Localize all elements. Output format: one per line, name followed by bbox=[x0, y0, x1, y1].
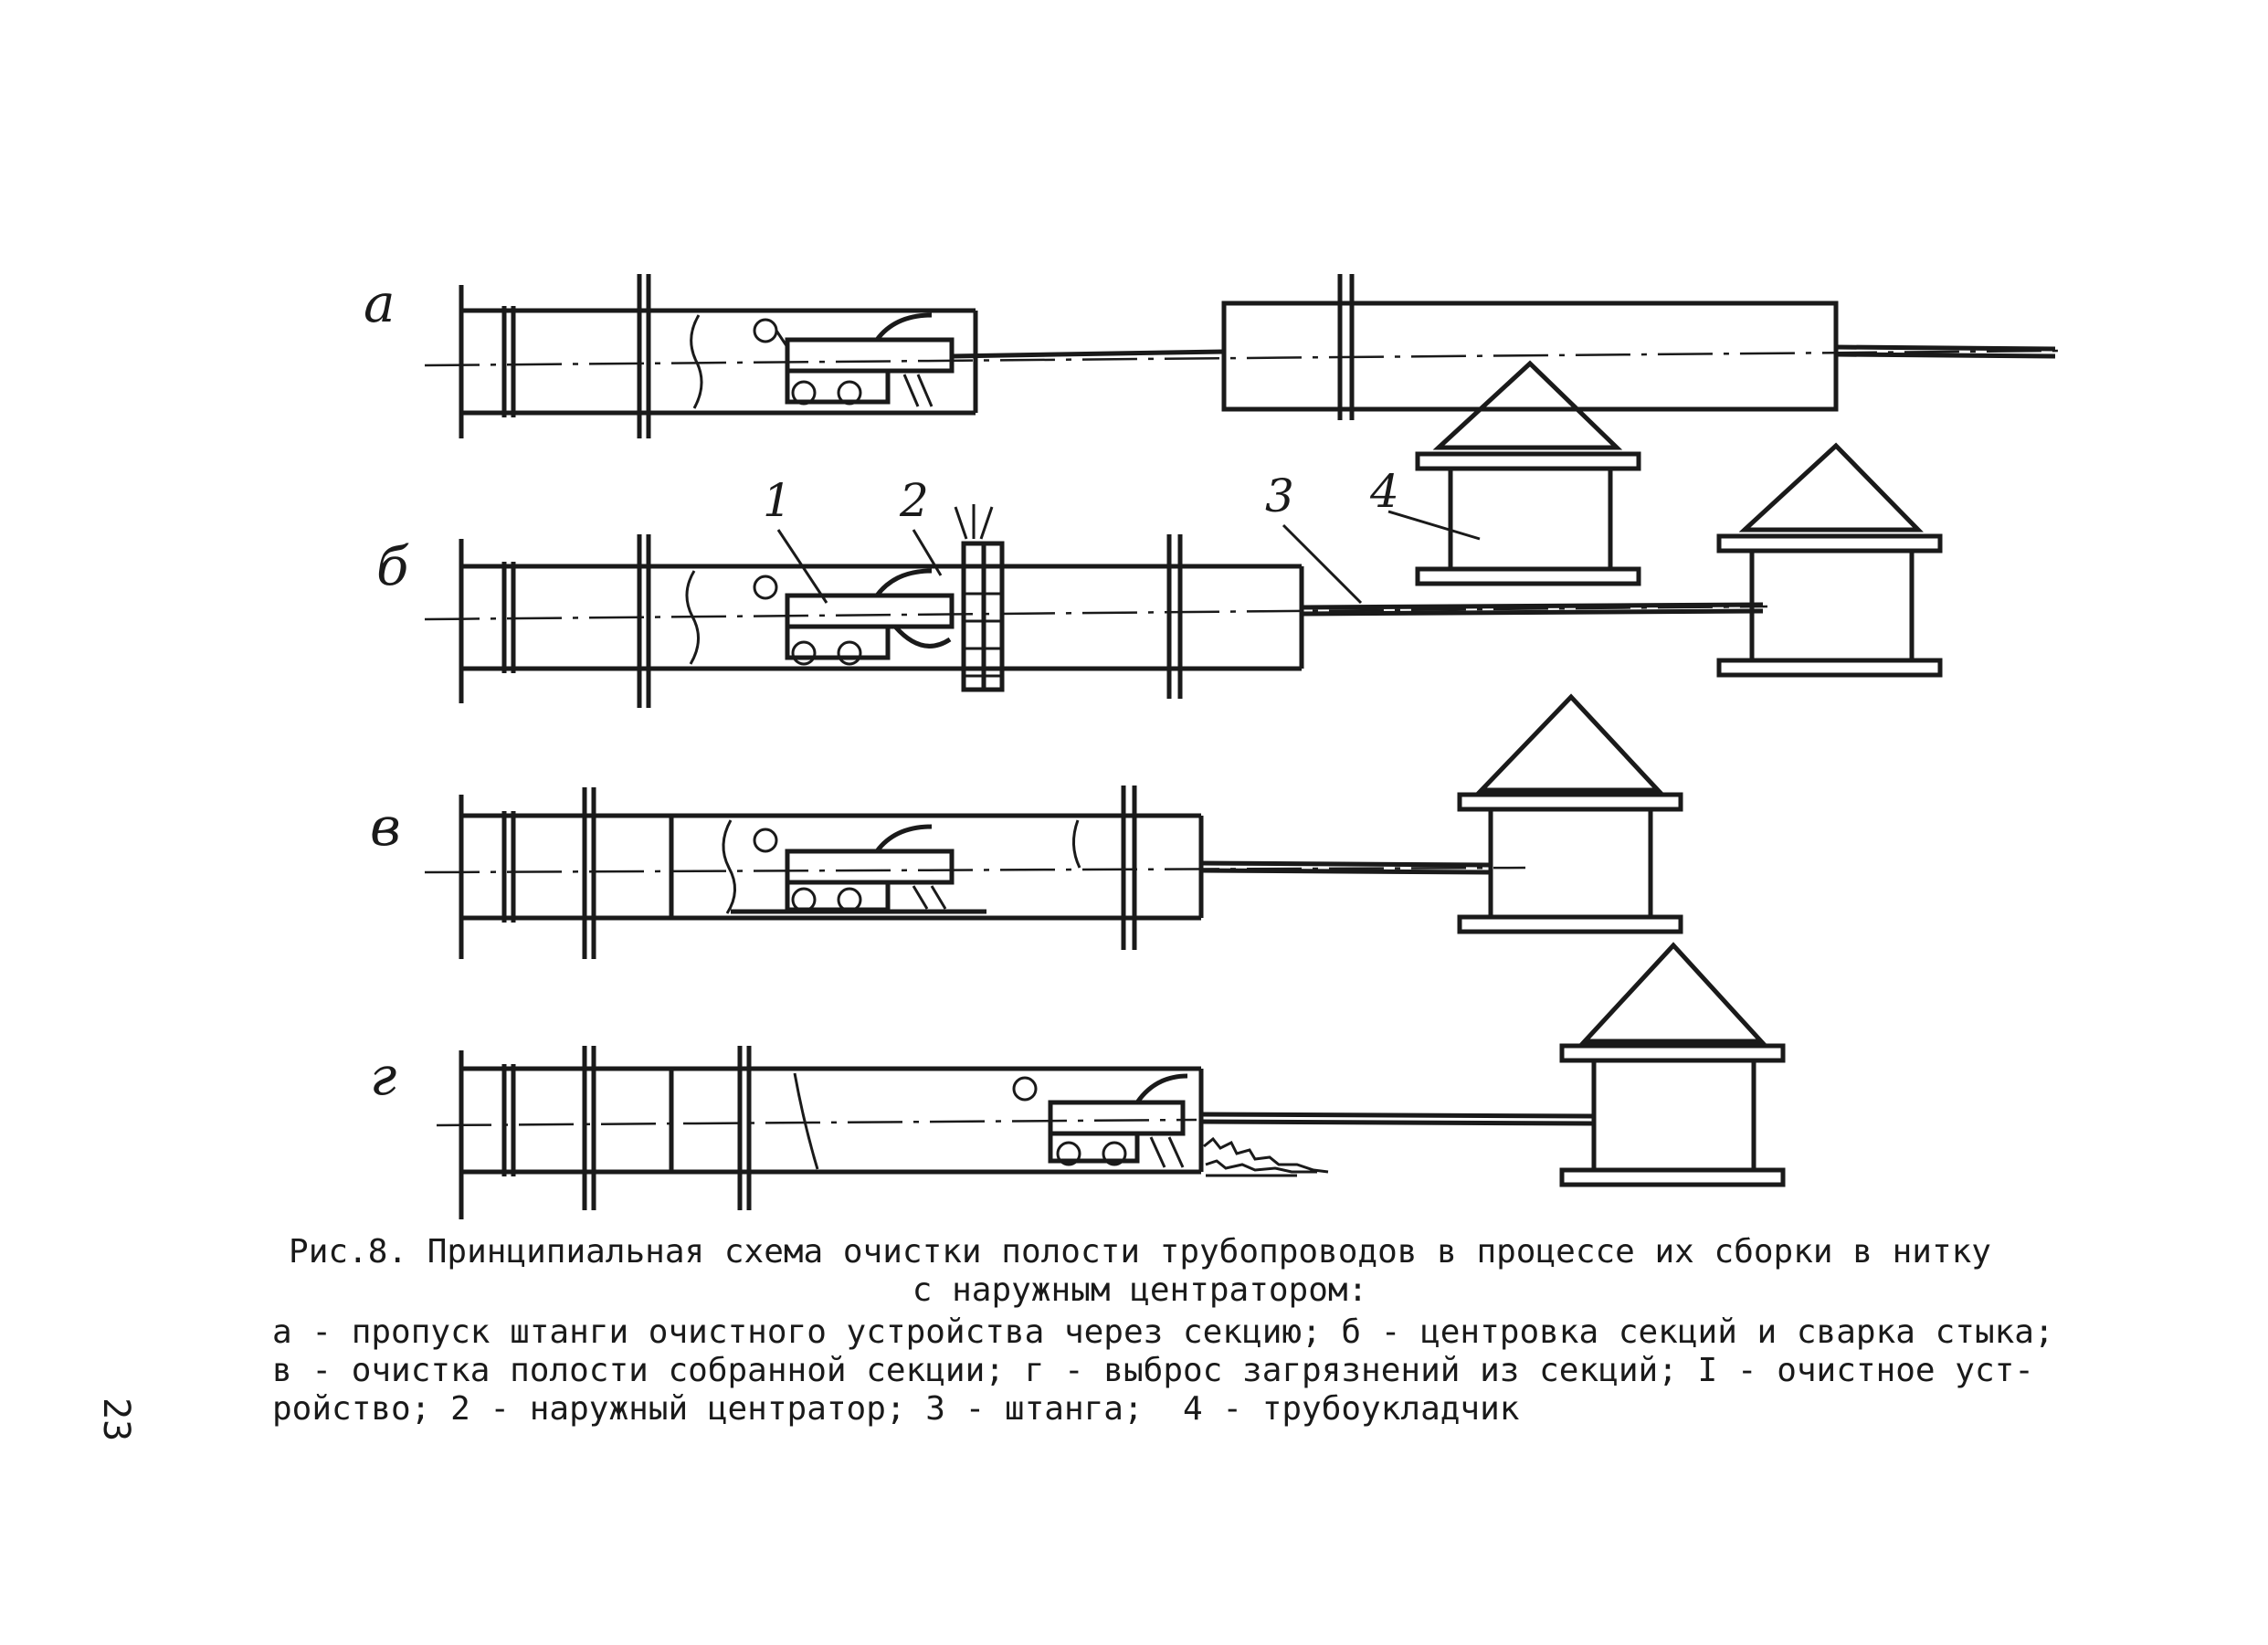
panel-b bbox=[376, 364, 1940, 708]
external-centralizer bbox=[955, 504, 1002, 690]
page-number: 23 bbox=[95, 1397, 137, 1442]
panel-label-b: б bbox=[376, 535, 409, 597]
callout-number: 3 bbox=[1265, 469, 1294, 522]
legend-line1: а - пропуск штанги очистного устройства через секцию; б - центровка секций и сварка стыка; bbox=[272, 1313, 2054, 1351]
callout-number: 2 bbox=[900, 474, 929, 527]
panel-label-c: в bbox=[370, 796, 401, 858]
debris bbox=[1204, 1139, 1328, 1176]
pipe-string bbox=[461, 274, 976, 438]
figure-caption-legend bbox=[272, 1313, 2054, 1429]
cleaning-device bbox=[754, 571, 952, 664]
figure-caption-title bbox=[272, 1233, 2008, 1310]
panel-c bbox=[370, 697, 1681, 959]
callout-number: 1 bbox=[763, 474, 792, 527]
cleaning-device bbox=[754, 827, 952, 911]
rod bbox=[1201, 1114, 1594, 1116]
pipelayer bbox=[1719, 446, 1940, 675]
center-axis bbox=[437, 1120, 1197, 1125]
pipe-string bbox=[461, 534, 1302, 708]
pipelayer bbox=[1418, 364, 1639, 584]
panel-d bbox=[370, 945, 1783, 1219]
caption-title-line1: Рис.8. Принципиальная схема очистки полости трубопроводов в процессе их сборки в нитку bbox=[289, 1233, 1991, 1271]
legend-line2: в - очистка полости собранной секции; г - выброс загрязнений из секций; I - очистное уст- bbox=[272, 1352, 2034, 1389]
legend-line3: ройство; 2 - наружный центратор; 3 - штанга; 4 - трубоукладчик bbox=[272, 1390, 1520, 1428]
panel-label-a: а bbox=[364, 272, 396, 334]
panel-a bbox=[364, 272, 2060, 438]
pipe-string bbox=[461, 786, 1201, 959]
rod bbox=[952, 352, 1224, 356]
callout-number: 4 bbox=[1370, 465, 1399, 518]
pipe-section bbox=[1224, 274, 2055, 420]
panel-label-d: г bbox=[370, 1045, 397, 1107]
pipelayer bbox=[1562, 945, 1783, 1185]
caption-title-line2: с наружным центратором: bbox=[912, 1271, 1368, 1309]
pipelayer bbox=[1460, 697, 1681, 932]
center-axis bbox=[425, 351, 2060, 365]
rod bbox=[1201, 863, 1489, 865]
